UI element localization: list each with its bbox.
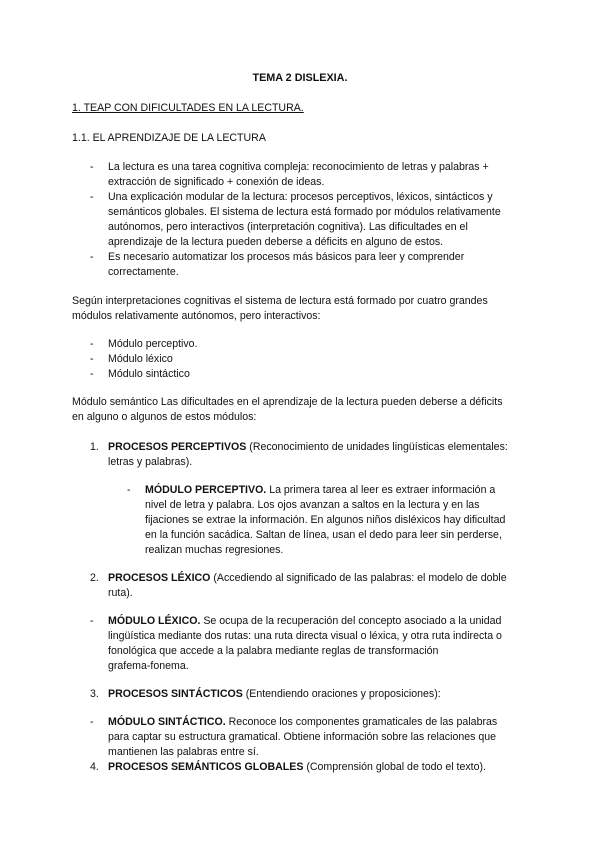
module-item: Módulo léxico: [108, 353, 173, 365]
bullet-line: correctamente.: [108, 266, 179, 278]
item-heading: PROCESOS SINTÁCTICOS: [108, 688, 243, 700]
bullet-dash: -: [90, 191, 94, 203]
bullet-line: Una explicación modular de la lectura: procesos perceptivos, léxicos, sintácticos y: [108, 191, 493, 203]
item-text: (Accediendo al significado de las palabras: el modelo de doble: [210, 572, 507, 584]
list-number: 3.: [90, 688, 99, 700]
bullet-dash: -: [90, 161, 94, 173]
list-item-line: [108, 687, 441, 702]
module-description-line: [108, 614, 501, 629]
paragraph-line: Según interpretaciones cognitivas el sistema de lectura está formado por cuatro grandes: [72, 295, 488, 307]
module-heading: MÓDULO PERCEPTIVO.: [145, 484, 267, 496]
bullet-line: La lectura es una tarea cognitiva compleja: reconocimiento de letras y palabras +: [108, 161, 489, 173]
module-description-line: en la función sacádica. Saltan de línea, usan el dedo para leer sin perderse,: [145, 529, 502, 541]
module-description-line: fonológica que accede a la palabra mediante reglas de transformación: [108, 645, 439, 657]
list-item-line: [108, 571, 507, 586]
module-text: Se ocupa de la recuperación del concepto asociado a la unidad: [200, 615, 502, 627]
list-item-line: [108, 760, 486, 775]
list-number: 1.: [90, 441, 99, 453]
item-text: (Reconocimiento de unidades lingüísticas elementales:: [246, 441, 508, 453]
section-heading: 1. TEAP CON DIFICULTADES EN LA LECTURA.: [72, 102, 304, 114]
module-heading: MÓDULO LÉXICO.: [108, 615, 201, 627]
page-title: TEMA 2 DISLEXIA.: [252, 72, 348, 84]
paragraph-line: módulos relativamente autónomos, pero interactivos:: [72, 310, 321, 322]
module-description-line: [108, 715, 497, 730]
bullet-dash: -: [90, 615, 94, 627]
module-description-line: [145, 483, 495, 498]
module-description-line: realizan muchas regresiones.: [145, 544, 284, 556]
item-heading: PROCESOS PERCEPTIVOS: [108, 441, 247, 453]
module-text: La primera tarea al leer es extraer información a: [266, 484, 496, 496]
bullet-line: aprendizaje de la lectura pueden deberse a déficits en alguno de estos.: [108, 236, 444, 248]
module-heading: MÓDULO SINTÁCTICO.: [108, 716, 226, 728]
bullet-dash: -: [90, 368, 94, 380]
list-number: 4.: [90, 761, 99, 773]
bullet-dash: -: [90, 251, 94, 263]
module-description-line: lingüística mediante dos rutas: una ruta directa visual o léxica, y otra ruta indirecta o: [108, 630, 502, 642]
module-description-line: fijaciones se extrae la información. En algunos niños disléxicos hay dificultad: [145, 514, 506, 526]
module-description-line: para captar su estructura gramatical. Obtiene información sobre las relaciones que: [108, 731, 497, 743]
bullet-line: semánticos globales. El sistema de lectura está formado por módulos relativamente: [108, 206, 501, 218]
bullet-dash: -: [127, 484, 131, 496]
list-item-line: [108, 440, 508, 455]
item-text: (Entendiendo oraciones y proposiciones):: [242, 688, 441, 700]
module-description-line: grafema-fonema.: [108, 660, 189, 672]
list-item-line: letras y palabras).: [108, 456, 193, 468]
bullet-line: Es necesario automatizar los procesos más básicos para leer y comprender: [108, 251, 465, 263]
item-heading: PROCESOS LÉXICO: [108, 572, 211, 584]
item-heading: PROCESOS SEMÁNTICOS GLOBALES: [108, 761, 304, 773]
bullet-dash: -: [90, 353, 94, 365]
item-text: (Comprensión global de todo el texto).: [303, 761, 486, 773]
list-number: 2.: [90, 572, 99, 584]
list-item-line: ruta).: [108, 587, 133, 599]
paragraph-line: en alguno o algunos de estos módulos:: [72, 411, 257, 423]
module-description-line: mantienen las palabras entre sí.: [108, 746, 259, 758]
bullet-line: autónomos, pero interactivos (interpretación cognitiva). Las dificultades en el: [108, 221, 468, 233]
module-description-line: nivel de letra y palabra. Los ojos avanzan a saltos en la lectura y en las: [145, 499, 480, 511]
paragraph-line: Módulo semántico Las dificultades en el aprendizaje de la lectura pueden deberse a déficits: [72, 396, 503, 408]
bullet-dash: -: [90, 338, 94, 350]
subsection-heading: 1.1. EL APRENDIZAJE DE LA LECTURA: [72, 132, 266, 144]
module-text: Reconoce los componentes gramaticales de las palabras: [225, 716, 498, 728]
bullet-line: extracción de significado + conexión de ideas.: [108, 176, 325, 188]
bullet-dash: -: [90, 716, 94, 728]
module-item: Módulo perceptivo.: [108, 338, 198, 350]
module-item: Módulo sintáctico: [108, 368, 190, 380]
